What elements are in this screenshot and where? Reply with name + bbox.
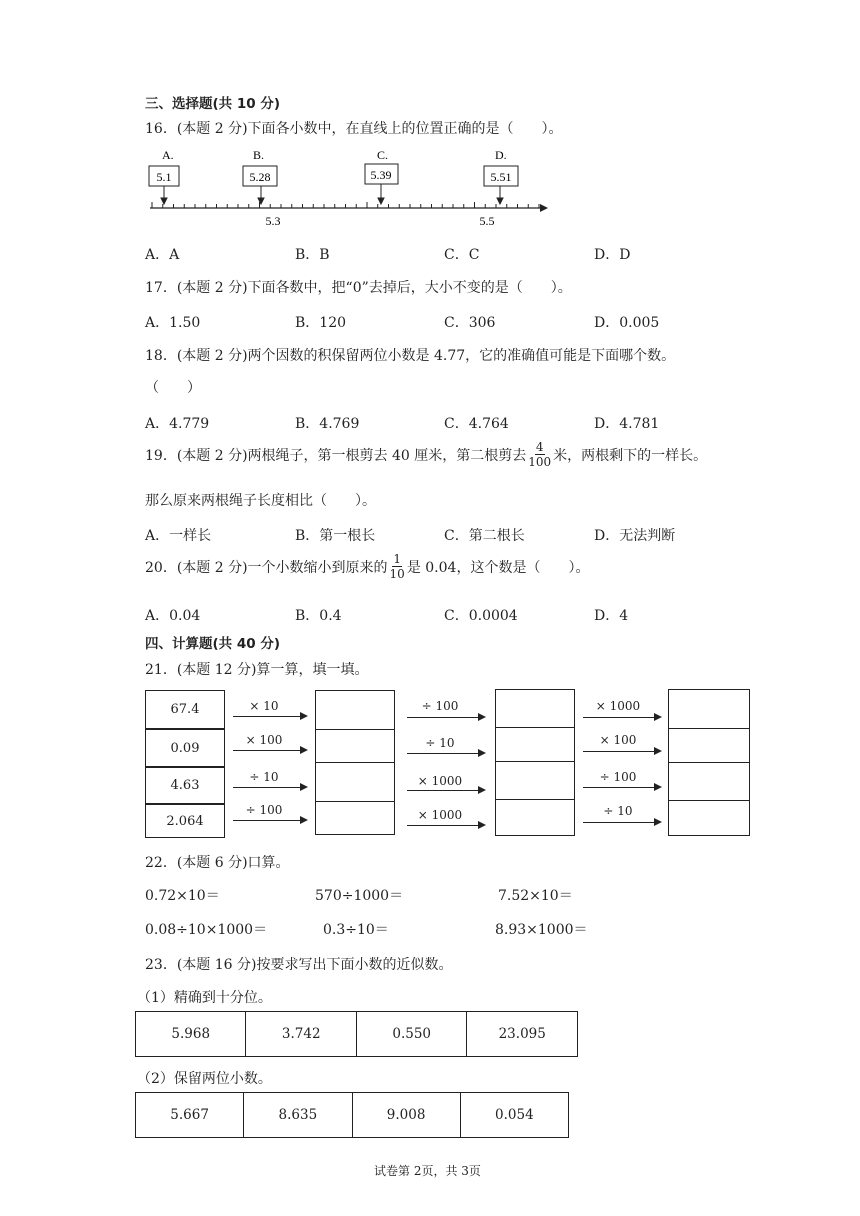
arrow-head bbox=[478, 749, 486, 757]
q16-option-b[interactable]: B．B bbox=[295, 247, 330, 263]
question-16: 16．(本题 2 分)下面各小数中，在直线上的位置正确的是（ ）。 bbox=[145, 121, 563, 137]
op-label: ÷ 10 bbox=[425, 736, 455, 750]
table-cell: 3.742 bbox=[246, 1012, 356, 1057]
arrow-head bbox=[654, 747, 662, 755]
label-c: C. bbox=[377, 148, 389, 162]
box-c-value: 5.39 bbox=[370, 168, 392, 182]
q19-option-a[interactable]: A．一样长 bbox=[145, 528, 212, 544]
start-value-cell: 4.63 bbox=[145, 767, 225, 804]
op-label: × 1000 bbox=[417, 774, 463, 788]
answer-blank[interactable] bbox=[315, 762, 395, 802]
arrow-line bbox=[583, 787, 655, 788]
page-footer: 试卷第 2页，共 3页 bbox=[374, 1164, 481, 1178]
q17-option-c[interactable]: C．306 bbox=[444, 315, 496, 331]
q18-option-d[interactable]: D．4.781 bbox=[594, 416, 660, 432]
arrow-head bbox=[478, 713, 486, 721]
answer-blank[interactable] bbox=[668, 762, 750, 801]
fraction-4-100 bbox=[528, 440, 551, 469]
rounding-table-1 bbox=[135, 1011, 578, 1057]
question-19 bbox=[145, 440, 707, 469]
table-cell: 0.550 bbox=[356, 1012, 466, 1057]
arrow-head bbox=[300, 816, 308, 824]
question-20-text: 20．(本题 2 分)一个小数缩小到原来的 bbox=[145, 559, 388, 576]
rounding-table-2 bbox=[135, 1092, 569, 1138]
q19-option-d[interactable]: D．无法判断 bbox=[594, 528, 676, 544]
q19-option-b[interactable]: B．第一根长 bbox=[295, 528, 376, 544]
arrow-line bbox=[233, 716, 301, 717]
label-d: D. bbox=[495, 148, 507, 162]
table-cell: 8.635 bbox=[244, 1093, 352, 1138]
op-label: ÷ 10 bbox=[249, 770, 279, 784]
number-line bbox=[150, 202, 548, 212]
q17-option-a[interactable]: A．1.50 bbox=[145, 315, 201, 331]
table-cell: 9.008 bbox=[352, 1093, 460, 1138]
table-cell: 23.095 bbox=[467, 1012, 578, 1057]
answer-blank[interactable] bbox=[315, 690, 395, 730]
arrow-head bbox=[654, 818, 662, 826]
op-label: ÷ 100 bbox=[421, 699, 459, 713]
answer-blank[interactable] bbox=[495, 761, 575, 800]
answer-blank[interactable] bbox=[495, 689, 575, 728]
q18-option-b[interactable]: B．4.769 bbox=[295, 416, 360, 432]
arrow-line bbox=[583, 822, 655, 823]
answer-blank[interactable] bbox=[495, 799, 575, 836]
oral-calc-item: 7.52×10＝ bbox=[498, 888, 573, 904]
arrow-head bbox=[300, 746, 308, 754]
arrow-head bbox=[654, 713, 662, 721]
arrow-head bbox=[478, 786, 486, 794]
question-23-part2: （2）保留两位小数。 bbox=[137, 1071, 272, 1087]
arrow-head bbox=[478, 821, 486, 829]
arrow-line bbox=[233, 787, 301, 788]
question-20 bbox=[145, 552, 589, 581]
op-label: × 10 bbox=[249, 699, 279, 713]
box-b-value: 5.28 bbox=[249, 170, 271, 184]
tick-label-5.5: 5.5 bbox=[479, 214, 495, 228]
arrow-head bbox=[300, 712, 308, 720]
question-22: 22．(本题 6 分)口算。 bbox=[145, 855, 290, 871]
arrow-line bbox=[583, 751, 655, 752]
arrow-line bbox=[407, 825, 479, 826]
question-18: 18．(本题 2 分)两个因数的积保留两位小数是 4.77，它的准确值可能是下面哪个数。 bbox=[145, 348, 676, 364]
answer-blank[interactable] bbox=[668, 800, 750, 836]
q16-option-d[interactable]: D．D bbox=[594, 247, 631, 263]
question-19-line2: 那么原来两根绳子长度相比（ ）。 bbox=[145, 493, 376, 509]
box-d-value: 5.51 bbox=[490, 170, 512, 184]
question-21: 21．(本题 12 分)算一算，填一填。 bbox=[145, 662, 369, 678]
number-line-figure bbox=[140, 144, 560, 232]
op-label: × 1000 bbox=[417, 808, 463, 822]
oral-calc-item: 8.93×1000＝ bbox=[495, 922, 588, 938]
op-label: × 100 bbox=[245, 733, 283, 747]
q18-option-a[interactable]: A．4.779 bbox=[145, 416, 210, 432]
oral-calc-item: 570÷1000＝ bbox=[315, 888, 404, 904]
box-a-value: 5.1 bbox=[156, 170, 172, 184]
section-title-calc: 四、计算题(共 40 分) bbox=[145, 636, 281, 652]
op-label: × 100 bbox=[599, 733, 637, 747]
oral-calc-item: 0.72×10＝ bbox=[145, 888, 220, 904]
q16-option-c[interactable]: C．C bbox=[444, 247, 480, 263]
answer-blank[interactable] bbox=[668, 689, 750, 729]
question-18-paren: （ ） bbox=[145, 380, 201, 396]
oral-calc-item: 0.08÷10×1000＝ bbox=[145, 922, 268, 938]
q20-option-d[interactable]: D．4 bbox=[594, 608, 629, 624]
op-label: ÷ 10 bbox=[603, 804, 633, 818]
q19-option-c[interactable]: C．第二根长 bbox=[444, 528, 525, 544]
fraction-denominator: 10 bbox=[389, 567, 405, 581]
op-label: ÷ 100 bbox=[599, 770, 637, 784]
answer-blank[interactable] bbox=[668, 728, 750, 763]
arrow-line bbox=[407, 790, 479, 791]
fraction-denominator: 100 bbox=[528, 455, 552, 469]
label-a: A. bbox=[162, 148, 174, 162]
question-23-part1: （1）精确到十分位。 bbox=[137, 990, 272, 1006]
arrow-line bbox=[407, 717, 479, 718]
answer-blank[interactable] bbox=[315, 729, 395, 763]
q20-option-a[interactable]: A．0.04 bbox=[145, 608, 201, 624]
pointer-arrows bbox=[161, 184, 503, 204]
table-cell: 5.667 bbox=[136, 1093, 244, 1138]
answer-blank[interactable] bbox=[315, 801, 395, 835]
fraction-numerator: 1 bbox=[393, 552, 401, 566]
op-label: ÷ 100 bbox=[245, 803, 283, 817]
q17-option-d[interactable]: D．0.005 bbox=[594, 315, 660, 331]
question-20-text-after: 是 0.04，这个数是（ ）。 bbox=[406, 559, 590, 576]
arrow-line bbox=[233, 820, 301, 821]
start-value-cell: 2.064 bbox=[145, 804, 225, 838]
q18-option-c[interactable]: C．4.764 bbox=[444, 416, 509, 432]
question-17: 17．(本题 2 分)下面各数中，把“0”去掉后，大小不变的是（ ）。 bbox=[145, 280, 572, 296]
tick-label-5.3: 5.3 bbox=[265, 214, 281, 228]
question-19-text: 19．(本题 2 分)两根绳子，第一根剪去 40 厘米，第二根剪去 bbox=[145, 447, 527, 464]
arrow-head bbox=[654, 783, 662, 791]
start-value-cell: 67.4 bbox=[145, 690, 225, 729]
question-19-text-after: 米，两根剩下的一样长。 bbox=[553, 447, 708, 464]
oral-calc-item: 0.3÷10＝ bbox=[323, 922, 389, 938]
start-value-cell: 0.09 bbox=[145, 729, 225, 767]
section-title-choice: 三、选择题(共 10 分) bbox=[145, 96, 281, 112]
fraction-numerator: 4 bbox=[535, 440, 544, 454]
arrow-line bbox=[583, 717, 655, 718]
fraction-1-10 bbox=[390, 552, 405, 581]
q17-option-b[interactable]: B．120 bbox=[295, 315, 347, 331]
q16-option-a[interactable]: A．A bbox=[145, 247, 180, 263]
label-b: B. bbox=[253, 148, 265, 162]
answer-blank[interactable] bbox=[495, 727, 575, 762]
table-cell: 0.054 bbox=[460, 1093, 568, 1138]
arrow-line bbox=[407, 753, 479, 754]
arrow-head bbox=[300, 783, 308, 791]
op-label: × 1000 bbox=[595, 699, 641, 713]
q20-option-c[interactable]: C．0.0004 bbox=[444, 608, 518, 624]
question-23: 23．(本题 16 分)按要求写出下面小数的近似数。 bbox=[145, 957, 453, 973]
table-cell: 5.968 bbox=[136, 1012, 246, 1057]
q20-option-b[interactable]: B．0.4 bbox=[295, 608, 342, 624]
arrow-line bbox=[233, 750, 301, 751]
